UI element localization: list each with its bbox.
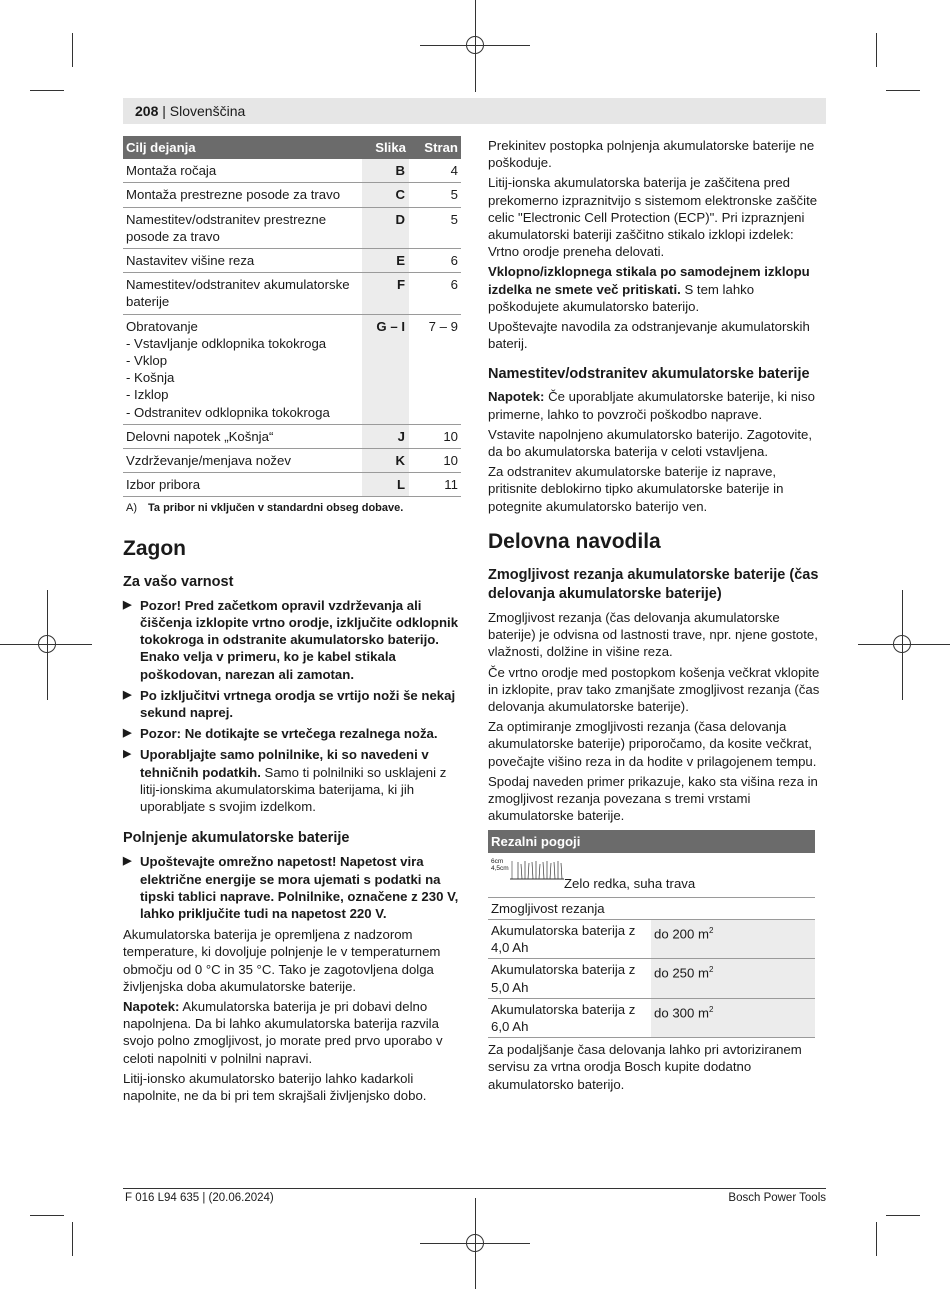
capacity-value-text: do 200 m xyxy=(654,926,709,942)
sparse-grass-icon xyxy=(510,858,564,880)
table-row xyxy=(123,249,461,273)
table-row xyxy=(123,449,461,473)
battery-label: Akumulatorska baterija z 6,0 Ah xyxy=(488,998,651,1037)
table-row xyxy=(488,998,815,1037)
row-figure: L xyxy=(362,473,409,497)
bullet-text: Pozor: Ne dotikajte se vrtečega rezalnega noža. xyxy=(140,726,438,742)
charging-bullet xyxy=(123,853,461,922)
paragraph: Za optimiranje zmogljivosti rezanja (časa delovanja akumulatorske baterije) priporočamo, da kosite večkrat, povečajte višino reza in da hodite v prilagojenem tempu. xyxy=(488,719,817,769)
crop-mark xyxy=(886,1215,920,1216)
note-text: Akumulatorska baterija je pri dobavi delno napolnjena. Da bi lahko akumulatorska baterija razvila svojo polno zmogljivost, jo morate pred prvo uporabo v celoti napolniti v polnilni napravi. xyxy=(123,998,443,1066)
registration-target-icon xyxy=(466,36,484,54)
row-page: 10 xyxy=(409,449,461,473)
row-figure: J xyxy=(362,424,409,448)
row-page: 5 xyxy=(409,207,461,248)
crop-mark xyxy=(886,90,920,91)
targets-table xyxy=(123,136,461,497)
bullet-text: Samo ti polnilniki so usklajeni z litij-ionskima akumulatorskima baterijama, ki jih uporabljate s svojim izdelkom. xyxy=(140,764,447,815)
table-row xyxy=(123,159,461,183)
row-page: 7 – 9 xyxy=(409,314,461,424)
row-action: Montaža ročaja xyxy=(123,159,362,183)
row-page: 4 xyxy=(409,159,461,183)
paragraph: Litij-ionsko akumulatorsko baterijo lahko kadarkoli napolnite, ne da bi pri tem skrajšali življenjsko dobo. xyxy=(123,1070,427,1103)
note-label: Napotek: xyxy=(488,389,545,405)
row-figure: E xyxy=(362,249,409,273)
cut-table-title: Rezalni pogoji xyxy=(488,830,815,853)
capacity-value-text: do 250 m xyxy=(654,965,709,981)
row-page: 11 xyxy=(409,473,461,497)
table-header-row xyxy=(123,136,461,159)
battery-label: Akumulatorska baterija z 4,0 Ah xyxy=(488,919,651,958)
subsection-title-safety: Za vašo varnost xyxy=(123,573,234,590)
table-header-figure: Slika xyxy=(362,136,409,159)
table-header-action: Cilj dejanja xyxy=(123,136,362,159)
crop-mark xyxy=(876,33,877,67)
registration-target-icon xyxy=(466,1234,484,1252)
row-action: Izbor pribora xyxy=(123,473,362,497)
subsection-title-battery: Namestitev/odstranitev akumulatorske baterije xyxy=(488,366,810,383)
row-action: Obratovanje - Vstavljanje odklopnika tokokroga - Vklop - Košnja - Izklop - Odstranitev odklopnika tokokroga xyxy=(123,314,362,424)
table-row xyxy=(123,473,461,497)
table-row xyxy=(123,183,461,207)
capacity-unit-exponent: 2 xyxy=(709,925,714,935)
paragraph: Za podaljšanje časa delovanja lahko pri avtoriziranem servisu za vrtna orodja Bosch kupite dodatno akumulatorsko baterijo. xyxy=(488,1042,802,1092)
paragraph: Zmogljivost rezanja (čas delovanja akumulatorske baterije) je odvisna od lastnosti trave, npr. njene gostote, vlažnosti, dolžine in višine reza. xyxy=(488,610,818,660)
bullet-text: Po izključitvi vrtnega orodja se vrtijo noži še nekaj sekund naprej. xyxy=(140,687,456,721)
paragraph xyxy=(488,263,826,315)
table-row xyxy=(488,919,815,958)
paragraph: Akumulatorska baterija je opremljena z nadzorom temperature, ki dovoljuje polnjenje le v temperaturnem območju od 0 °C in 35 °C. Tako je zagotovljena dolga življenjska doba akumulatorske baterije. xyxy=(123,927,441,994)
left-column xyxy=(123,136,461,1107)
capacity-value-text: do 300 m xyxy=(654,1005,709,1021)
paragraph: Litij-ionska akumulatorska baterija je zaščitena pred prekomerno izpraznitvijo s sistemom elektronske zaščite celic "Electronic Cell Protection (ECP)". Pri izpraznjeni akumulatorski bateriji zaščitno stikalo izklopi izdelek: Vrtno orodje preneha delovati. xyxy=(488,175,818,260)
bullet-text-bold: Uporabljajte samo polnilnike, ki so navedeni v tehničnih podatkih. xyxy=(140,747,429,780)
table-header-page: Stran xyxy=(409,136,461,159)
row-figure: F xyxy=(362,273,409,314)
section-title-zagon: Zagon xyxy=(123,536,186,560)
safety-bullet xyxy=(123,746,461,815)
bullet-text: Upoštevajte omrežno napetost! Napetost vira električne energije se mora ujemati s podatki na tipski tablici naprave. Polnilnike, označene z 230 V, lahko priključite tudi na napetost 220 V. xyxy=(140,854,459,921)
footnote-text: Ta pribor ni vključen v standardni obseg dobave. xyxy=(148,502,404,515)
paragraph: Prekinitev postopka polnjenja akumulatorske baterije ne poškoduje. xyxy=(488,138,815,171)
bullet-arrow-icon: ▶ xyxy=(123,748,132,761)
cutting-conditions-table xyxy=(488,830,815,1039)
paragraph: Upoštevajte navodila za odstranjevanje akumulatorskih baterij. xyxy=(488,319,810,352)
note-text: Če uporabljate akumulatorske baterije, ki niso primerne, lahko to povzroči poškodbo naprave. xyxy=(488,389,815,422)
row-figure: K xyxy=(362,449,409,473)
capacity-value xyxy=(651,959,815,998)
grass-type-row xyxy=(488,853,815,898)
warning-text-bold: Vklopno/izklopnega stikala po samodejnem izklopu izdelka ne smete več pritiskati. xyxy=(488,264,810,297)
safety-bullet xyxy=(123,597,461,683)
cut-capacity-table xyxy=(488,898,815,1038)
row-action: Vzdrževanje/menjava nožev xyxy=(123,449,362,473)
paragraph xyxy=(123,998,461,1067)
row-action: Delovni napotek „Košnja“ xyxy=(123,424,362,448)
subsection-title-charging: Polnjenje akumulatorske baterije xyxy=(123,830,350,847)
registration-target-icon xyxy=(38,635,56,653)
paragraph xyxy=(488,388,826,422)
footnote-marker: A) xyxy=(126,502,137,515)
capacity-unit-exponent: 2 xyxy=(709,1004,714,1014)
table-row xyxy=(488,898,815,920)
paragraph: Spodaj naveden primer prikazuje, kako sta višina reza in zmogljivost rezanja povezana s tremi vrstami akumulatorske baterije. xyxy=(488,773,818,824)
row-figure: B xyxy=(362,159,409,183)
crop-mark xyxy=(876,1222,877,1256)
crop-mark xyxy=(72,1222,73,1256)
bullet-text: Pozor! Pred začetkom opravil vzdrževanja ali čiščenja izklopite vrtno orodje, izključite odklopnik tokokroga in odstranite akumulatorsko baterijo. Enako velja v primeru, ko je kabel stikala poškodovan, narezan ali zamotan. xyxy=(140,597,459,682)
battery-label: Akumulatorska baterija z 5,0 Ah xyxy=(488,959,651,998)
row-page: 10 xyxy=(409,424,461,448)
bullet-arrow-icon: ▶ xyxy=(123,727,132,740)
crop-mark xyxy=(72,33,73,67)
bullet-arrow-icon: ▶ xyxy=(123,598,132,611)
footer-doc-id: F 016 L94 635 | (20.06.2024) xyxy=(125,1192,274,1204)
grass-height-labels xyxy=(491,858,509,872)
safety-bullet xyxy=(123,687,461,721)
capacity-value xyxy=(651,998,815,1037)
grass-type-label: Zelo redka, suha trava xyxy=(564,875,696,891)
page-header: 208 | Slovenščina xyxy=(135,103,246,119)
bullet-arrow-icon: ▶ xyxy=(123,855,132,868)
paragraph: Vstavite napolnjeno akumulatorsko baterijo. Zagotovite, da bo akumulatorska baterija v celoti vstavljena. xyxy=(488,426,813,460)
bullet-arrow-icon: ▶ xyxy=(123,688,132,701)
capacity-label: Zmogljivost rezanja xyxy=(488,898,815,920)
crop-mark xyxy=(30,1215,64,1216)
table-row xyxy=(123,424,461,448)
table-row xyxy=(488,959,815,998)
row-figure: C xyxy=(362,183,409,207)
paragraph: Za odstranitev akumulatorske baterije iz naprave, pritisnite deblokirno tipko akumulatorske baterije in potegnite akumulatorsko baterijo ven. xyxy=(488,464,784,514)
row-figure: G – I xyxy=(362,314,409,424)
note-label: Napotek: xyxy=(123,998,180,1014)
row-action: Namestitev/odstranitev prestrezne posode za travo xyxy=(123,207,362,248)
safety-bullet xyxy=(123,725,461,742)
page-number: 208 xyxy=(135,103,159,119)
crop-mark xyxy=(30,90,64,91)
table-row xyxy=(123,207,461,248)
footer-rule xyxy=(123,1188,826,1189)
capacity-value xyxy=(651,919,815,958)
row-page: 6 xyxy=(409,273,461,314)
row-action: Namestitev/odstranitev akumulatorske baterije xyxy=(123,273,362,314)
registration-target-icon xyxy=(893,635,911,653)
table-footnote xyxy=(123,500,461,517)
subsection-title-capacity: Zmogljivost rezanja akumulatorske baterije (čas delovanja akumulatorske baterije) xyxy=(488,567,819,603)
table-row xyxy=(123,273,461,314)
paragraph: Če vrtno orodje med postopkom košenja večkrat vklopite in izklopite, prav tako zmanjšate zmogljivost rezanja (čas delovanja akumulatorske baterije). xyxy=(488,664,820,715)
table-row xyxy=(123,314,461,424)
row-action: Montaža prestrezne posode za travo xyxy=(123,183,362,207)
row-page: 5 xyxy=(409,183,461,207)
right-column xyxy=(488,137,826,1096)
grass-height-bottom: 4,5cm xyxy=(491,864,509,872)
warning-text: S tem lahko poškodujete akumulatorsko baterijo. xyxy=(488,281,755,314)
grass-height-top: 6cm xyxy=(491,857,504,865)
section-title-work: Delovna navodila xyxy=(488,529,661,553)
row-figure: D xyxy=(362,207,409,248)
row-action: Nastavitev višine reza xyxy=(123,249,362,273)
row-page: 6 xyxy=(409,249,461,273)
footer-brand: Bosch Power Tools xyxy=(728,1192,826,1204)
page-language: Slovenščina xyxy=(169,103,246,119)
capacity-unit-exponent: 2 xyxy=(709,965,714,975)
